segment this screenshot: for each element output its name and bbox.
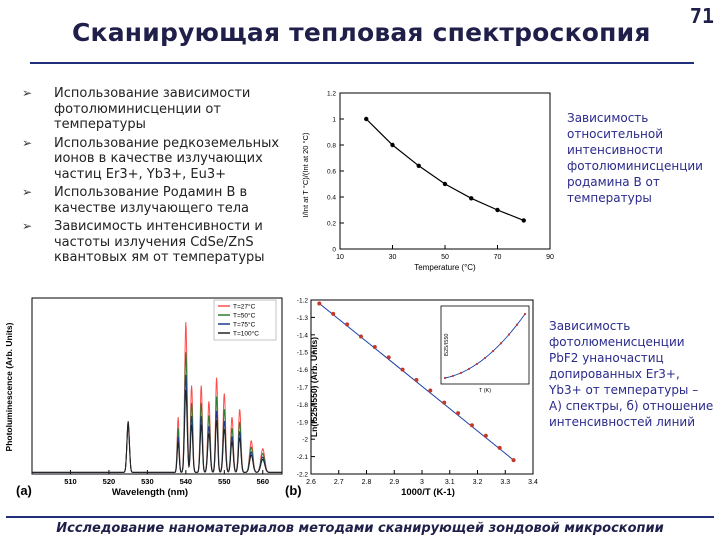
rhodamine-y-tick-label: 0.6: [326, 168, 336, 176]
title-divider: [30, 62, 694, 64]
spectra-x-tick-label: 520: [102, 477, 116, 486]
spectra-series-line: [32, 352, 282, 472]
footer-divider: [6, 516, 714, 518]
ratio-chart: [283, 292, 545, 502]
rhodamine-x-tick-label: 90: [546, 254, 554, 261]
spectra-series: [32, 322, 282, 472]
ratio-x-tick-label: 3.3: [500, 479, 511, 486]
spectra-series-line: [32, 322, 282, 472]
rhodamine-y-tick-label: 1.2: [326, 90, 336, 98]
spectra-x-tick-label: 550: [218, 477, 231, 486]
ratio-inset-point: [444, 377, 446, 379]
bullet-item: [22, 136, 302, 183]
arrow-bullet-icon: ➢: [22, 219, 33, 233]
ratio-data-point: [428, 388, 432, 392]
spectra-x-tick-label: 530: [141, 477, 154, 486]
ratio-inset-x-label: T (K): [478, 388, 492, 394]
ratio-data-point: [470, 423, 474, 427]
bullet-item: [22, 86, 302, 133]
ratio-data-point: [484, 434, 488, 438]
ratio-data-point: [331, 312, 335, 316]
bullet-item: [22, 219, 302, 266]
bullet-text: Использование редкоземельных ионов в качестве излучающих частиц Er3+, Yb3+, Eu3+: [54, 135, 280, 182]
spectra-y-axis-label: Photoluminescence (Arb. Units): [4, 322, 14, 452]
rhodamine-chart: [300, 85, 560, 275]
rhodamine-data-point: [364, 117, 368, 121]
ratio-x-tick-label: 2.9: [389, 479, 400, 486]
bullet-text: Использование зависимости фотолюминисценции от температуры: [54, 86, 251, 132]
bullet-list: [22, 86, 302, 269]
rhodamine-x-tick-label: 30: [388, 254, 397, 261]
ratio-inset: [441, 306, 529, 394]
ratio-inset-point: [524, 313, 526, 315]
spectra-x-tick-label: 510: [64, 477, 77, 486]
spectra-legend-label: T=100°C: [233, 330, 259, 338]
ratio-y-tick-label: -1.4: [296, 332, 308, 340]
arrow-bullet-icon: ➢: [22, 86, 33, 100]
ratio-y-tick-label: -1.8: [296, 401, 308, 409]
rhodamine-data-point: [390, 143, 394, 147]
rhodamine-y-tick-label: 1: [332, 116, 336, 124]
ratio-inset-point: [460, 372, 462, 374]
ratio-inset-point: [508, 333, 510, 335]
ratio-x-tick-label: 3.4: [528, 479, 538, 486]
arrow-bullet-icon: ➢: [22, 185, 33, 199]
pbf2-caption: Зависимость фотолюменисценции PbF2 унаночастиц допированных Er3+, Yb3+ от температуры – А) спектры, б) отношение интенсивностей линий: [549, 319, 714, 429]
ratio-inset-point: [468, 368, 470, 370]
ratio-y-tick-label: -2.1: [296, 454, 308, 462]
rhodamine-x-tick-label: 70: [493, 254, 502, 261]
spectra-chart: [0, 292, 285, 502]
rhodamine-plot-frame: [340, 93, 550, 249]
slide-title: Сканирующая тепловая спектроскопия: [72, 18, 651, 47]
ratio-data-point: [345, 322, 349, 326]
ratio-data-point: [442, 401, 446, 405]
bullet-text: Использование Родамин В в качестве излучающего тела: [54, 185, 249, 216]
ratio-inset-point: [516, 324, 518, 326]
rhodamine-data-point: [417, 164, 421, 168]
spectra-x-tick-label: 540: [179, 477, 193, 486]
spectra-legend-label: T=27°C: [233, 303, 256, 311]
ratio-y-tick-label: -1.5: [296, 349, 308, 357]
bullet-text: Зависимость интенсивности и частоты излучения CdSe/ZnS квантовых ям от температуры: [54, 219, 265, 265]
ratio-x-tick-label: 2.8: [361, 479, 372, 486]
spectra-series-line: [32, 375, 282, 473]
ratio-x-axis-label: 1000/T (K-1): [401, 487, 455, 498]
rhodamine-x-axis-label: Temperature (°C): [414, 263, 476, 272]
ratio-y-tick-label: -1.6: [296, 367, 308, 375]
spectra-panel-label: (a): [16, 483, 32, 498]
rhodamine-axes: [327, 91, 554, 262]
ratio-inset-point: [452, 375, 454, 377]
spectra-x-axis-label: Wavelength (nm): [111, 487, 189, 498]
ratio-x-tick-label: 2.6: [306, 479, 316, 486]
slide-number: 71: [689, 4, 714, 28]
slide-footer: Исследование наноматериалов методами сканирующей зондовой микроскопии: [56, 521, 664, 536]
arrow-bullet-icon: ➢: [22, 135, 33, 150]
spectra-legend-label: T=75°C: [233, 321, 256, 329]
rhodamine-data-point: [469, 196, 473, 200]
ratio-inset-point: [476, 363, 478, 365]
ratio-data-point: [387, 355, 391, 359]
ratio-y-axis-label: Ln(I525/I550) (Arb. Units): [309, 336, 319, 438]
spectra-series-line: [32, 390, 282, 473]
rhodamine-y-tick-label: 0: [332, 246, 336, 254]
ratio-inset-frame: [441, 306, 529, 384]
rhodamine-x-tick-label: 50: [441, 254, 449, 261]
ratio-x-tick-label: 3.2: [472, 479, 483, 486]
spectra-legend-label: T=50°C: [233, 312, 256, 320]
ratio-y-tick-label: -2: [302, 436, 308, 444]
ratio-y-tick-label: -1.3: [296, 314, 308, 322]
spectra-legend: [214, 300, 276, 340]
ratio-inset-point: [500, 342, 502, 344]
ratio-data-point: [498, 446, 502, 450]
ratio-data-point: [373, 345, 377, 349]
rhodamine-data-point: [443, 182, 447, 186]
ratio-x-tick-label: 3: [420, 479, 424, 486]
ratio-data-point: [512, 458, 516, 462]
rhodamine-y-tick-label: 0.4: [326, 194, 336, 202]
ratio-y-tick-label: -1.2: [296, 297, 308, 305]
ratio-y-tick-label: -1.7: [296, 384, 308, 392]
rhodamine-fit-line: [366, 119, 524, 220]
bullet-item: [22, 185, 302, 216]
rhodamine-y-axis-label: I/Int at T °C)/(Int at 20 °C): [301, 132, 310, 218]
spectra-x-tick-label: 560: [256, 477, 270, 486]
ratio-data-point: [414, 378, 418, 382]
ratio-data-point: [401, 368, 405, 372]
rhodamine-y-tick-label: 0.2: [326, 220, 336, 228]
rhodamine-data-point: [495, 208, 499, 212]
ratio-inset-point: [492, 350, 494, 352]
ratio-inset-point: [484, 357, 486, 359]
ratio-y-tick-label: -1.9: [296, 419, 308, 427]
ratio-x-tick-label: 3.1: [444, 479, 455, 486]
ratio-data-point: [317, 301, 321, 305]
rhodamine-data-point: [522, 218, 526, 222]
ratio-data-point: [359, 335, 363, 339]
rhodamine-x-tick-label: 10: [336, 254, 344, 261]
rhodamine-series: [364, 117, 526, 223]
ratio-x-tick-label: 2.7: [333, 479, 344, 486]
ratio-data-point: [456, 411, 460, 415]
ratio-panel-label: (b): [285, 483, 302, 498]
ratio-y-tick-label: -2.2: [296, 471, 308, 479]
rhodamine-caption: Зависимость относительной интенсивности фотолюминисценции родамина В от температуры: [567, 111, 703, 205]
rhodamine-y-tick-label: 0.8: [326, 142, 336, 150]
ratio-inset-y-label: I525/I550: [444, 333, 450, 357]
